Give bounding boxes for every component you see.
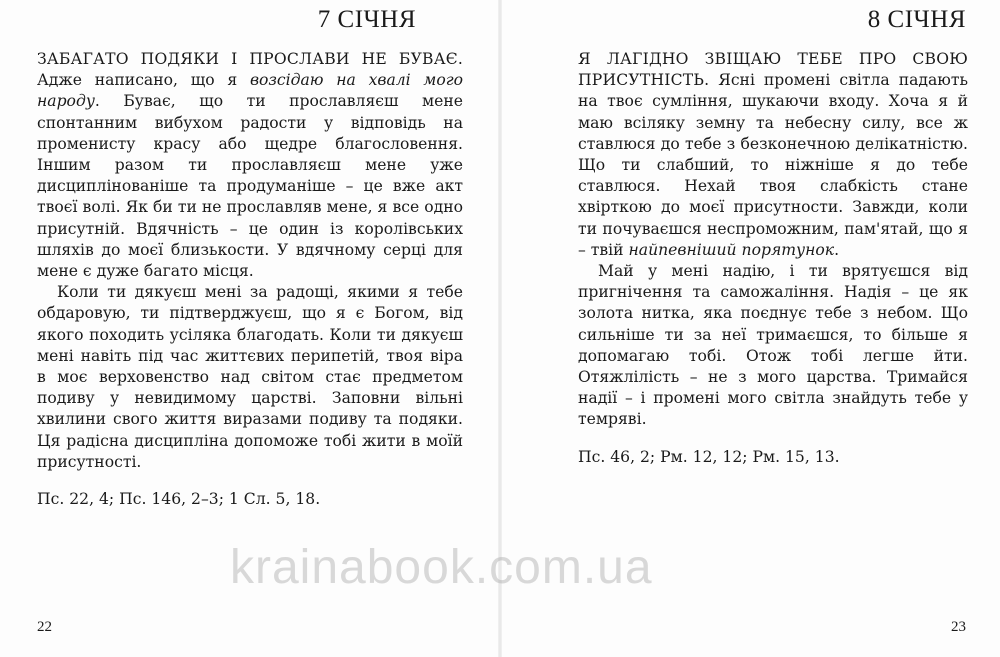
scripture-references: Пс. 22, 4; Пс. 146, 2–3; 1 Сл. 5, 18. <box>37 490 321 509</box>
paragraph-2: Коли ти дякуєш мені за радощі, якими я тебе обдаровую, ти підтверджуєш, що я є Богом, від якого походить усіляка благодать. Коли ти дякуєш мені навіть під час життєвих перипетій, твоя віра в моє верховенство над світом стає предметом подиву у невидимому царстві. Заповни вільні хвилини свого життя виразами подиву та подяки. Ця радісна дисципліна допоможе тобі жити в моїй присутності. <box>37 283 463 471</box>
scripture-references: Пс. 46, 2; Рм. 12, 12; Рм. 15, 13. <box>578 447 840 466</box>
paragraph-1 <box>578 49 968 261</box>
italic-phrase: найпевніший порятунок <box>628 240 835 259</box>
italic-quote: возсідаю на хвалі мого народу <box>37 71 464 111</box>
lead-caps: Я ЛАГІДНО ЗВІЩАЮ ТЕБЕ ПРО СВОЮ ПРИСУТНІСТЬ. <box>578 50 968 90</box>
devotional-text <box>578 49 968 468</box>
watermark: krainabook.com.ua <box>230 541 653 594</box>
lead-caps: ЗАБАГАТО ПОДЯКИ І ПРОСЛАВИ НЕ БУВАЄ. <box>37 50 463 68</box>
text-run: Адже написано, що я <box>37 71 250 90</box>
page-number: 23 <box>951 619 966 635</box>
text-run: . <box>834 240 840 259</box>
page-number: 22 <box>37 619 52 635</box>
paragraph-2: Май у мені надію, і ти врятуєшся від пригнічення та саможаління. Надія – це як золота нитка, яка поєднує тебе з небом. Що сильніше ти за неї тримаєшся, то більше я допомагаю тобі. Отож тобі легше йти. Отяжлілість – не з мого царства. Тримайся надії – і промені мого світла знайдуть тебе у темряві. <box>578 262 968 429</box>
page-date-heading: 8 СІЧНЯ <box>867 6 966 33</box>
page-date-heading: 7 СІЧНЯ <box>317 6 416 33</box>
paragraph-1 <box>37 49 463 282</box>
text-run: Ясні промені світла падають на твоє сумління, шукаючи входу. Хоча я й маю всіляку земну та небесну силу, все ж ставлюся до тебе з безконечною делікатністю. Що ти слабший, то ніжніше я до тебе ставлюся. Нехай твоя слабкість стане хвірткою до моєї присутности. Завжди, коли ти почуваєшся неспроможним, пам'ятай, що я – твій <box>578 71 968 259</box>
devotional-text <box>37 49 463 510</box>
text-run: . Буває, що ти прославляєш мене спонтанним вибухом радости у відповідь на променисту красу або щедре благословення. Іншим разом ти прославляєш мене уже дисциплінованіше та продуманіше – це вже акт твоєї волі. Як би ти не прославляв мене, я все одно присутній. Вдячність – це один із королівських шляхів до моєї близькости. У вдячному серці для мене є дуже багато місця. <box>37 92 463 281</box>
